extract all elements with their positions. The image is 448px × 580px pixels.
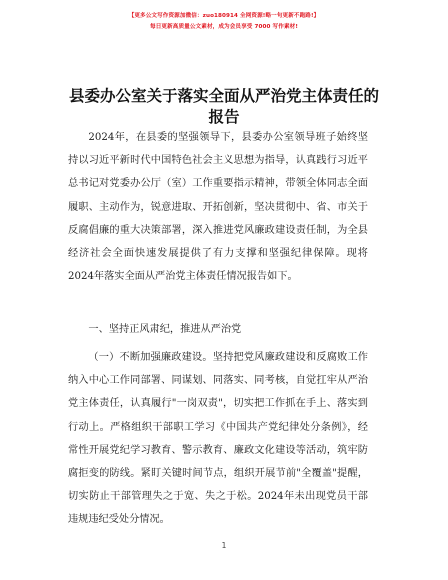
- paragraph-intro: [68, 126, 368, 288]
- section-heading-1: [68, 318, 368, 341]
- paragraph-section-1-1: [68, 346, 368, 532]
- section-heading-1-text: 一、坚持正风肃纪，推进从严治党: [88, 324, 242, 335]
- promo-banner-line-1: 【更多公文写作资源加微信：zuo180914 全网资源!略一句更新不跑路!】: [128, 13, 320, 19]
- promo-banner-line-2: 每日更新高质量公文素材，成为会员享受 7000 写作素材!: [150, 24, 298, 30]
- document-title-line-2: 报告: [208, 108, 240, 126]
- document-title-line-1: 县委办公室关于落实全面从严治党主体责任的: [68, 87, 379, 105]
- paragraph-section-1-1-text: （一）不断加强廉政建设。坚持把党风廉政建设和反腐败工作纳入中心工作同部署、同谋划、同落实、同考核，自觉扛牢从严治党主体责任，认真履行"一岗双责"，切实把工作抓在手上、落实到行动上。严格组织干部职工学习《中国共产党纪律处分条例》，经常性开展党纪学习教育、警示教育、廉政文化建设等活动，筑牢防腐拒变的防线。紧盯关键时间节点，组织开展节前"全覆盖"提醒，切实防止干部管理失之于宽、失之于松。2024年未出现党员干部违规违纪受处分情况。: [68, 352, 368, 526]
- paragraph-intro-text: 2024年，在县委的坚强领导下，县委办公室领导班子始终坚持以习近平新时代中国特色社会主义思想为指导，认真践行习近平总书记对党委办公厅（室）工作重要指示精神，带领全体同志全面履职、主动作为，锐意进取、开拓创新，坚决贯彻中、省、市关于反腐倡廉的重大决策部署，深入推进党风廉政建设责任制，为全县经济社会全面快速发展提供了有力支撑和坚强纪律保障。现将2024年落实全面从严治党主体责任情况报告如下。: [68, 132, 368, 283]
- page-number: 1: [221, 541, 227, 550]
